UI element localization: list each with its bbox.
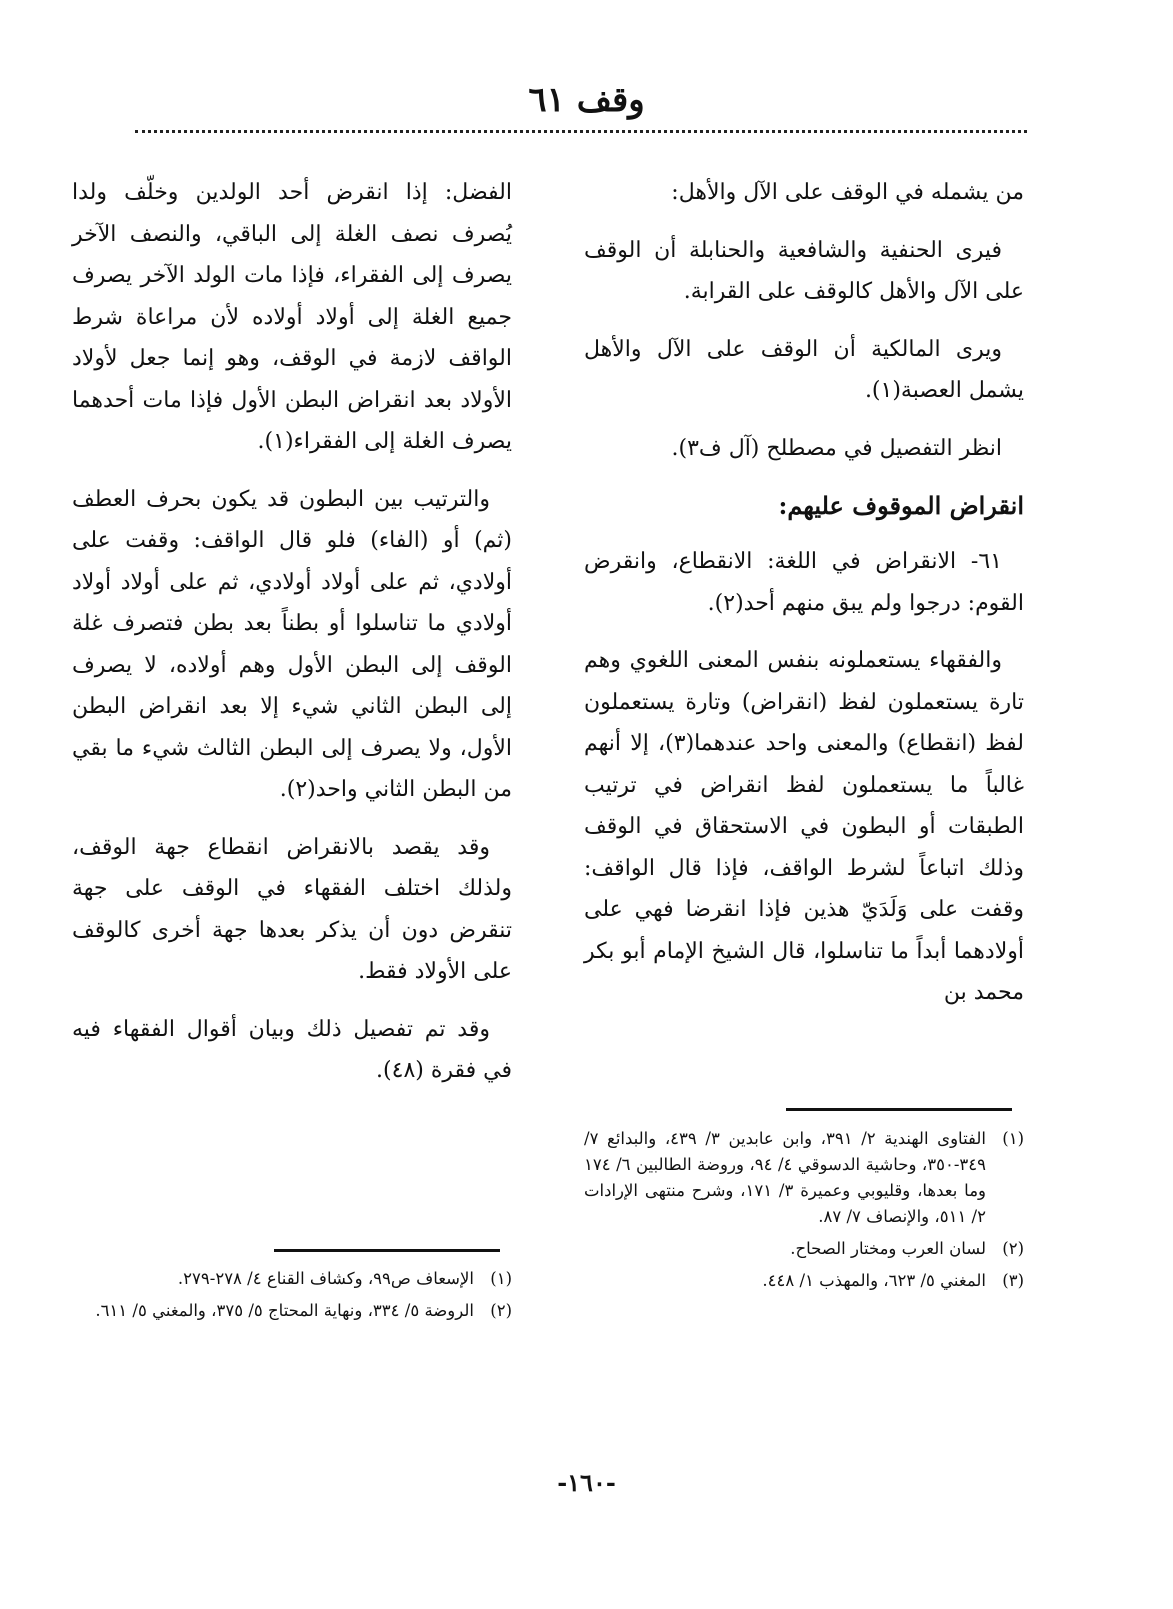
left-footnote-rule: [274, 1249, 500, 1252]
footnote-number: (٢): [490, 1301, 512, 1320]
footnote-number: (١): [1002, 1129, 1024, 1148]
footnote: [72, 1266, 512, 1292]
footnote-number: (١): [490, 1269, 512, 1288]
left-paragraph-2: والترتيب بين البطون قد يكون بحرف العطف (ثم) أو (الفاء) فلو قال الواقف: وقفت على أولادي، ثم على أولاد أولادي، ثم على أولاد أولاد أولادي ما تناسلوا أو بطناً بعد بطن فتصرف غلة الوقف إلى البطن الأول وهم أولاده، لا يصرف إلى البطن الثاني شيء إلا بعد انقراض البطن الأول، ولا يصرف إلى البطن الثالث شيء ما بقي من البطن الثاني واحد(٢).: [72, 486, 512, 802]
page-header-title: وقف ٦١: [528, 80, 645, 120]
right-column: [584, 172, 1024, 1030]
footnote: [584, 1126, 1024, 1230]
section-heading: انقراض الموقوف عليهم:: [778, 491, 1024, 520]
right-paragraph-5: ٦١- الانقراض في اللغة: الانقطاع، وانقرض القوم: درجوا ولم يبق منهم أحد(٢).: [584, 549, 1024, 616]
footnote-number: (٣): [1002, 1271, 1024, 1290]
footnote-text: الإسعاف ص٩٩، وكشاف القناع ٤/ ٢٧٨-٢٧٩.: [177, 1269, 474, 1288]
left-paragraph-4: وقد تم تفصيل ذلك وبيان أقوال الفقهاء فيه في فقرة (٤٨).: [72, 1016, 512, 1083]
footnote-text: الروضة ٥/ ٣٣٤، ونهاية المحتاج ٥/ ٣٧٥، والمغني ٥/ ٦١١.: [95, 1301, 474, 1320]
right-footnote-rule: [786, 1108, 1012, 1111]
header-dotted-rule: [135, 130, 1027, 133]
footnote: [584, 1268, 1024, 1294]
footnote: [584, 1236, 1024, 1262]
right-paragraph-1: من يشمله في الوقف على الآل والأهل:: [671, 180, 1024, 205]
right-paragraph-3: ويرى المالكية أن الوقف على الآل والأهل يشمل العصبة(١).: [584, 336, 1024, 403]
footnote-number: (٢): [1002, 1239, 1024, 1258]
left-paragraph-1: الفضل: إذا انقرض أحد الولدين وخلّف ولدا يُصرف نصف الغلة إلى الباقي، والنصف الآخر يصرف إلى الفقراء، فإذا مات الولد الآخر يصرف جميع الغلة إلى أولاد أولاده لأن مراعاة شرط الواقف لازمة في الوقف، وهو إنما جعل لأولاد الأولاد بعد انقراض البطن الأول فإذا مات أحدهما يصرف الغلة إلى الفقراء(١).: [72, 180, 512, 454]
left-paragraph-3: وقد يقصد بالانقراض انقطاع جهة الوقف، ولذلك اختلف الفقهاء في الوقف على جهة تنقرض دون أن يذكر بعدها جهة أخرى كالوقف على الأولاد فقط.: [72, 834, 512, 984]
right-paragraph-4: انظر التفصيل في مصطلح (آل ف٣).: [671, 435, 1002, 461]
page-number: -١٦٠-: [557, 1468, 616, 1497]
right-paragraph-6: والفقهاء يستعملونه بنفس المعنى اللغوي وهم تارة يستعملون لفظ (انقراض) وتارة يستعملون لفظ (انقطاع) والمعنى واحد عندهما(٣)، إلا أنهم غالباً ما يستعملون لفظ انقراض في ترتيب الطبقات أو البطون في الاستحقاق في الوقف وذلك اتباعاً لشرط الواقف، فإذا قال الواقف: وقفت على وَلَدَيّ هذين فإذا انقرضا فهي على أولادهما أبداً ما تناسلوا، قال الشيخ الإمام أبو بكر محمد بن: [584, 648, 1024, 1005]
footnote-text: لسان العرب ومختار الصحاح.: [790, 1239, 986, 1258]
footnote: [72, 1298, 512, 1324]
right-paragraph-2: فيرى الحنفية والشافعية والحنابلة أن الوقف على الآل والأهل كالوقف على القرابة.: [584, 237, 1024, 304]
right-footnotes: [584, 1126, 1024, 1300]
footnote-text: الفتاوى الهندية ٢/ ٣٩١، وابن عابدين ٣/ ٤٣٩، والبدائع ٧/ ٣٤٩-٣٥٠، وحاشية الدسوقي ٤/ ٩٤، وروضة الطالبين ٦/ ١٧٤ وما بعدها، وقليوبي وعميرة ٣/ ١٧١، وشرح منتهى الإرادات ٢/ ٥١١، والإنصاف ٧/ ٨٧.: [584, 1129, 987, 1226]
left-footnotes: [72, 1266, 512, 1330]
footnote-text: المغني ٥/ ٦٢٣، والمهذب ١/ ٤٤٨.: [762, 1271, 986, 1290]
left-column: [72, 172, 512, 1108]
